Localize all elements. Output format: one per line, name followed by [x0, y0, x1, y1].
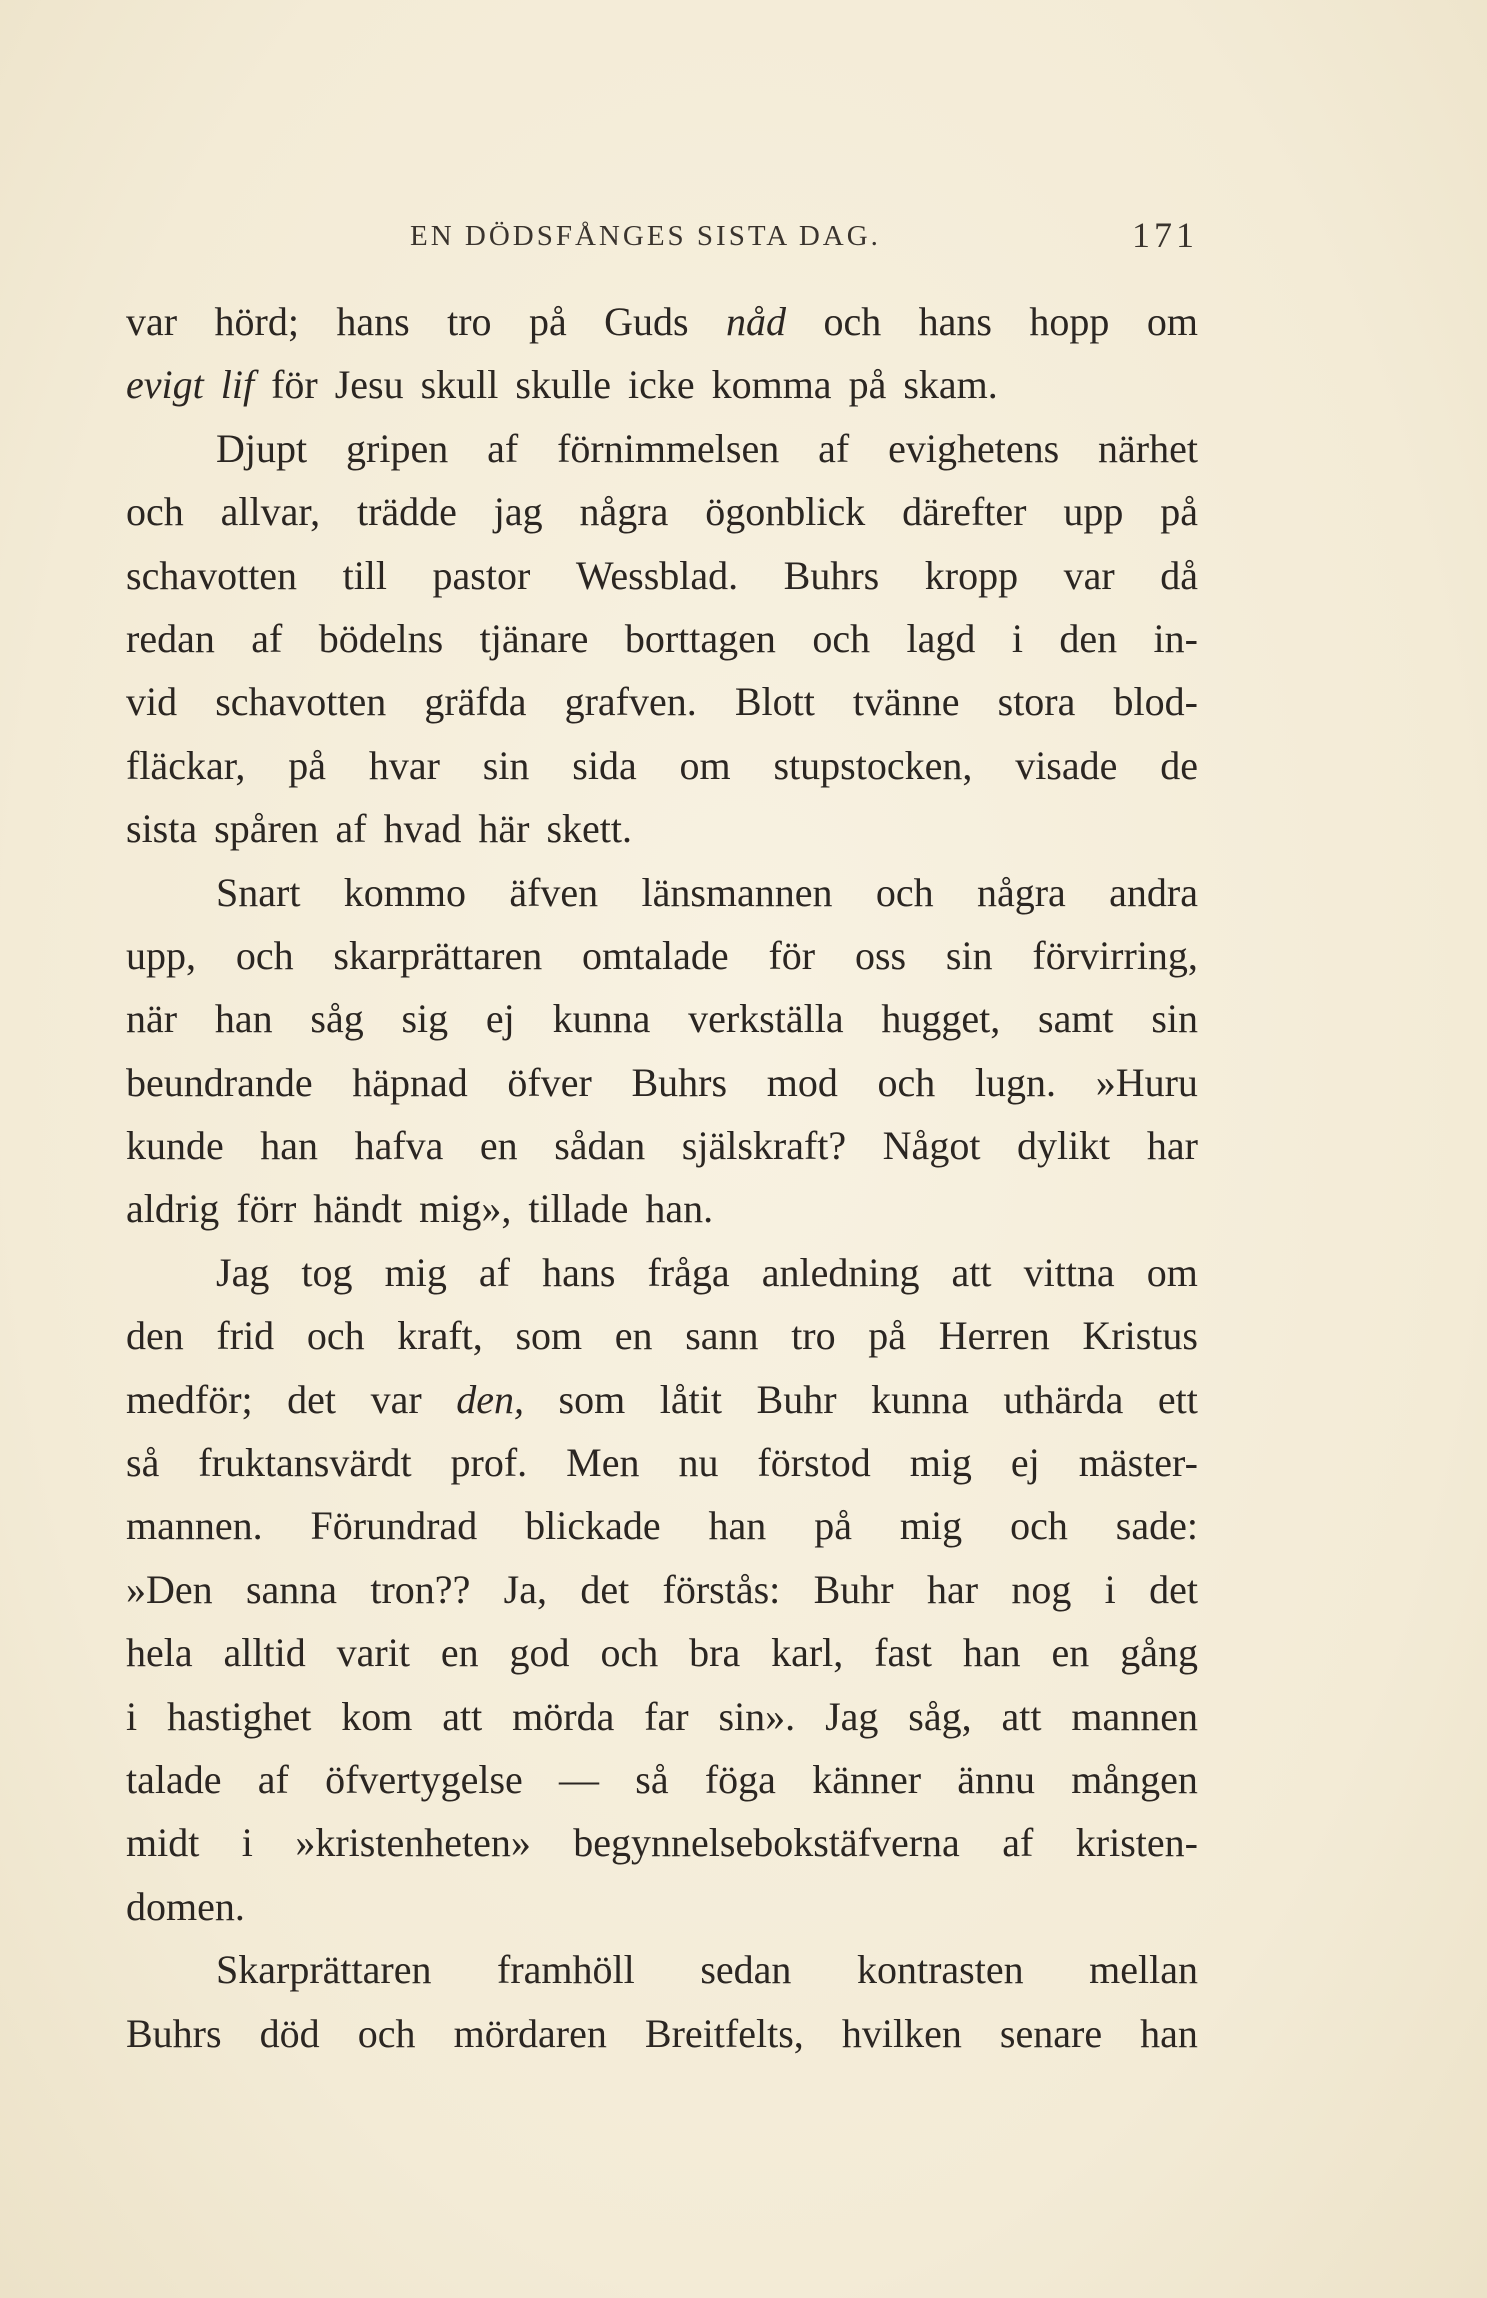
word: skam.: [903, 362, 998, 408]
word: nog: [1011, 1566, 1072, 1612]
running-title: EN DÖDSFÅNGES SISTA DAG.: [410, 220, 881, 252]
word: nåd: [726, 299, 787, 344]
word: stupstocken,: [773, 742, 973, 788]
word: mod: [766, 1059, 838, 1105]
word: och: [600, 1630, 659, 1676]
word: var: [1063, 552, 1115, 598]
word: sådan: [554, 1123, 646, 1169]
word: äfven: [509, 869, 599, 915]
word: om: [1146, 299, 1198, 344]
word: död: [259, 2010, 320, 2056]
word: blod-: [1113, 679, 1198, 725]
word: att: [442, 1693, 483, 1739]
text-line: [126, 1685, 1198, 1748]
word: borttagen: [624, 615, 776, 661]
word: tvänne: [852, 679, 960, 725]
word: att: [1001, 1693, 1042, 1739]
word: han: [1140, 2010, 1198, 2056]
word: öfver: [507, 1059, 592, 1105]
word: skett.: [546, 806, 632, 852]
word: allvar,: [220, 489, 321, 535]
word: om: [679, 742, 731, 788]
word: anledning: [761, 1249, 920, 1295]
text-line: [126, 1748, 1198, 1811]
word: händt: [313, 1186, 403, 1232]
word: mäster-: [1078, 1440, 1198, 1486]
word: sann: [685, 1313, 759, 1359]
word: hela: [126, 1630, 193, 1676]
word: han: [260, 1123, 319, 1169]
word: för: [271, 362, 318, 408]
text-line: [126, 417, 1198, 480]
word: närhet: [1098, 425, 1198, 471]
word: hafva: [354, 1123, 444, 1169]
word: kraft,: [397, 1313, 483, 1359]
word: sanna: [245, 1566, 338, 1612]
word: mig: [899, 1503, 963, 1549]
word: Buhrs: [631, 1059, 728, 1105]
word: pastor: [432, 552, 531, 598]
word: Wessblad.: [575, 552, 739, 598]
text-line: [126, 1938, 1198, 2001]
word: varit: [336, 1630, 410, 1676]
word: så: [635, 1756, 669, 1802]
word: Kristus: [1082, 1313, 1198, 1359]
word: tjänare: [479, 615, 589, 661]
word: till: [342, 552, 388, 598]
word: sin: [482, 742, 530, 788]
word: förvirring,: [1032, 932, 1198, 978]
word: en: [440, 1630, 479, 1676]
word: skulle: [515, 362, 611, 408]
word: mörda: [512, 1693, 615, 1739]
word: den,: [456, 1376, 524, 1422]
word: när: [126, 996, 178, 1042]
word: ej: [485, 996, 515, 1042]
word: schavotten: [126, 552, 298, 598]
word: det: [287, 1376, 337, 1422]
word: sig: [401, 996, 449, 1042]
word: på: [528, 299, 567, 344]
word: tro: [447, 299, 492, 344]
word: icke: [627, 362, 695, 408]
text-line: [126, 1051, 1198, 1114]
word: mången: [1071, 1756, 1198, 1802]
word: oss: [854, 932, 907, 978]
word: ej: [1010, 1440, 1040, 1486]
word: i: [126, 1693, 138, 1739]
word: hvilken: [841, 2010, 962, 2056]
word: samt: [1038, 996, 1114, 1042]
word: senare: [999, 2010, 1103, 2056]
word: sin: [945, 932, 993, 978]
word: Förundrad: [310, 1503, 478, 1549]
word: öfvertygelse: [325, 1756, 523, 1802]
word: skull: [420, 362, 499, 408]
word: hastighet: [167, 1693, 312, 1739]
word: på: [868, 1313, 907, 1359]
word: och: [823, 299, 882, 344]
word: lugn.: [974, 1059, 1057, 1105]
word: —: [559, 1756, 600, 1802]
word: af: [251, 615, 283, 661]
word: kontrasten: [856, 1947, 1024, 1993]
text-line: [126, 1621, 1198, 1684]
word: känner: [812, 1756, 922, 1802]
text-line: [126, 353, 1198, 416]
word: mig: [909, 1440, 972, 1486]
word: här: [478, 806, 530, 852]
word: af: [818, 425, 850, 471]
word: de: [1160, 742, 1198, 788]
text-line: [126, 1558, 1198, 1621]
word: han: [962, 1630, 1021, 1676]
word: mig»,: [419, 1186, 512, 1232]
word: länsmannen: [641, 869, 833, 915]
word: jag: [493, 489, 543, 535]
word: prof.: [450, 1440, 528, 1486]
word: upp: [1063, 489, 1124, 535]
word: fråga: [647, 1249, 730, 1295]
word: lagd: [906, 615, 976, 661]
word: har: [1146, 1123, 1198, 1169]
text-line: [126, 1811, 1198, 1874]
word: verkställa: [688, 996, 844, 1042]
word: hvar: [368, 742, 440, 788]
text-line: [126, 1304, 1198, 1367]
word: och: [126, 489, 184, 535]
word: några: [976, 869, 1066, 915]
word: hans: [542, 1249, 616, 1295]
word: i: [1011, 615, 1023, 661]
word: lif: [220, 362, 255, 408]
word: den: [1059, 615, 1118, 661]
word: »Huru: [1095, 1059, 1198, 1105]
word: stora: [997, 679, 1076, 725]
word: han.: [645, 1186, 714, 1232]
word: af: [478, 1249, 510, 1295]
word: låtit: [659, 1376, 722, 1422]
word: gång: [1120, 1630, 1198, 1676]
text-line: [126, 734, 1198, 797]
word: alltid: [223, 1630, 306, 1676]
word: och: [877, 1059, 936, 1105]
word: schavotten: [215, 679, 387, 725]
word: begynnelsebokstäfverna: [573, 1820, 960, 1866]
text-line: [126, 987, 1198, 1050]
word: evigt: [126, 362, 204, 408]
word: uthärda: [1003, 1376, 1124, 1422]
word: frid: [216, 1313, 275, 1359]
word: kommo: [343, 869, 466, 915]
word: några: [579, 489, 669, 535]
word: karl,: [771, 1630, 844, 1676]
word: bra: [689, 1630, 741, 1676]
word: att: [951, 1249, 992, 1295]
word: såg,: [908, 1693, 972, 1739]
word: nu: [678, 1440, 719, 1486]
text-line: [126, 1241, 1198, 1304]
word: förstås:: [662, 1566, 781, 1612]
word: och: [357, 2010, 416, 2056]
text-line: [126, 1114, 1198, 1177]
word: för: [768, 932, 816, 978]
word: det: [580, 1566, 630, 1612]
word: sin».: [718, 1693, 796, 1739]
text-line: [126, 1177, 1198, 1240]
word: som: [515, 1313, 583, 1359]
text-line: [126, 480, 1198, 543]
word: tro: [791, 1313, 836, 1359]
word: tron??: [370, 1566, 471, 1612]
word: häpnad: [352, 1059, 468, 1105]
word: Buhr: [813, 1566, 894, 1612]
word: visade: [1015, 742, 1118, 788]
text-line: [126, 544, 1198, 607]
word: Något: [882, 1123, 981, 1169]
word: en: [1051, 1630, 1090, 1676]
word: en: [614, 1313, 653, 1359]
word: in-: [1153, 615, 1198, 661]
running-head: [126, 212, 1198, 262]
word: på: [1160, 489, 1198, 535]
word: hans: [336, 299, 410, 344]
word: den: [126, 1313, 184, 1359]
word: grafven.: [564, 679, 697, 725]
word: aldrig: [126, 1186, 220, 1232]
word: kunna: [871, 1376, 969, 1422]
word: Jag: [216, 1249, 270, 1295]
word: fast: [874, 1630, 932, 1676]
word: ögonblick: [705, 489, 866, 535]
word: kunna: [552, 996, 651, 1042]
word: på: [288, 742, 327, 788]
word: kristen-: [1075, 1820, 1198, 1866]
text-line: [126, 1368, 1198, 1431]
word: en: [479, 1123, 518, 1169]
page-number: 171: [1132, 215, 1198, 255]
word: medför;: [126, 1376, 253, 1422]
word: sida: [572, 742, 637, 788]
word: mannen: [1071, 1693, 1198, 1739]
word: mördaren: [453, 2010, 607, 2056]
word: upp,: [126, 932, 196, 978]
word: ett: [1157, 1376, 1198, 1422]
word: trädde: [356, 489, 457, 535]
word: fruktansvärdt: [198, 1440, 412, 1486]
word: kunde: [126, 1123, 224, 1169]
word: själskraft?: [681, 1123, 847, 1169]
word: kom: [341, 1693, 413, 1739]
word: andra: [1109, 869, 1198, 915]
word: Guds: [604, 299, 689, 344]
word: så: [126, 1440, 160, 1486]
word: ännu: [957, 1756, 1036, 1802]
word: och: [235, 932, 294, 978]
word: sista: [126, 806, 198, 852]
word: sin: [1151, 996, 1198, 1042]
word: som: [558, 1376, 626, 1422]
word: om: [1146, 1249, 1198, 1295]
word: på: [848, 362, 887, 408]
word: då: [1160, 552, 1198, 598]
word: Jesu: [334, 362, 404, 408]
word: skarprättaren: [333, 932, 543, 978]
word: mannen.: [126, 1503, 263, 1549]
word: midt: [126, 1820, 200, 1866]
word: far: [644, 1693, 689, 1739]
word: Buhrs: [126, 2010, 222, 2056]
word: förr: [236, 1186, 297, 1232]
word: såg: [310, 996, 364, 1042]
word: och: [306, 1313, 365, 1359]
word: beundrande: [126, 1059, 313, 1105]
text-line: [126, 2002, 1198, 2065]
word: Ja,: [503, 1566, 547, 1612]
text-line: [126, 290, 1198, 353]
word: redan: [126, 615, 215, 661]
word: Herren: [938, 1313, 1050, 1359]
text-line: [126, 924, 1198, 987]
word: blickade: [525, 1503, 661, 1549]
word: domen.: [126, 1883, 245, 1929]
word: vittna: [1023, 1249, 1115, 1295]
word: han: [708, 1503, 767, 1549]
word: Jag: [825, 1693, 879, 1739]
word: föga: [704, 1756, 776, 1802]
word: tog: [301, 1249, 353, 1295]
word: af: [335, 806, 367, 852]
word: i: [241, 1820, 253, 1866]
word: af: [1002, 1820, 1034, 1866]
word: Skarprättaren: [216, 1947, 432, 1993]
word: har: [926, 1566, 979, 1612]
word: »Den: [126, 1566, 213, 1612]
word: förstod: [757, 1440, 871, 1486]
word: vid: [126, 679, 178, 725]
word: på: [814, 1503, 852, 1549]
word: och: [1010, 1503, 1068, 1549]
word: talade: [126, 1756, 222, 1802]
text-line: [126, 670, 1198, 733]
text-line: [126, 1431, 1198, 1494]
text-line: [126, 1875, 1198, 1938]
word: hugget,: [881, 996, 1001, 1042]
word: förnimmelsen: [557, 425, 780, 471]
word: det: [1149, 1566, 1198, 1612]
word: gripen: [346, 425, 449, 471]
word: därefter: [902, 489, 1027, 535]
word: kropp: [924, 552, 1019, 598]
word: i: [1104, 1566, 1116, 1612]
word: framhöll: [497, 1947, 635, 1993]
word: gräfda: [424, 679, 527, 725]
word: bödelns: [318, 615, 444, 661]
word: Snart: [216, 869, 301, 915]
word: var: [370, 1376, 422, 1422]
word: fläckar,: [126, 742, 246, 788]
text-line: [126, 797, 1198, 860]
text-line: [126, 861, 1198, 924]
word: mig: [384, 1249, 447, 1295]
word: mellan: [1089, 1947, 1198, 1993]
word: var: [126, 299, 178, 344]
word: hopp: [1029, 299, 1110, 344]
word: sedan: [700, 1947, 792, 1993]
word: evighetens: [888, 425, 1060, 471]
text-line: [126, 607, 1198, 670]
word: spåren: [214, 806, 319, 852]
word: hans: [918, 299, 992, 344]
word: af: [257, 1756, 289, 1802]
text-line: [126, 1494, 1198, 1557]
word: han: [214, 996, 273, 1042]
word: Buhrs: [783, 552, 880, 598]
word: god: [509, 1630, 570, 1676]
word: tillade: [528, 1186, 629, 1232]
word: Breitfelts,: [644, 2010, 804, 2056]
word: hvad: [383, 806, 462, 852]
word: komma: [711, 362, 832, 408]
word: Blott: [734, 679, 815, 725]
word: hörd;: [214, 299, 299, 344]
word: af: [487, 425, 519, 471]
word: och: [875, 869, 934, 915]
word: Men: [566, 1440, 640, 1486]
word: sade:: [1115, 1503, 1198, 1549]
word: Buhr: [756, 1376, 837, 1422]
word: Djupt: [216, 425, 308, 471]
word: »kristenheten»: [295, 1820, 531, 1866]
word: dylikt: [1016, 1123, 1111, 1169]
word: omtalade: [582, 932, 729, 978]
word: och: [812, 615, 871, 661]
body-text: [126, 290, 1198, 2065]
